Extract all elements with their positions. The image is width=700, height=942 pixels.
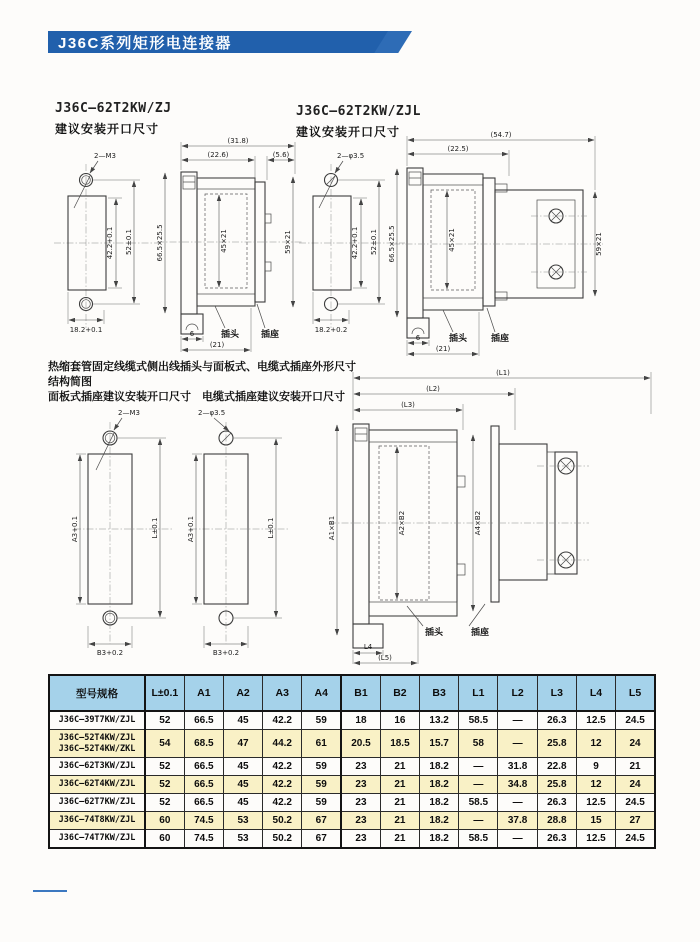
hole-spec-label: 2—M3: [118, 409, 140, 417]
side-geometry: [329, 372, 651, 664]
value-cell: 18.2: [420, 794, 459, 812]
drawing-side-zjl: [388, 130, 605, 360]
value-cell: 24: [616, 776, 655, 794]
drawing-side-cable: [323, 368, 660, 668]
value-cell: —: [498, 830, 537, 849]
value-cell: 26.3: [537, 711, 576, 730]
value-cell: 24.5: [616, 794, 655, 812]
model-cell: J36C—62T4KW/ZJL: [49, 776, 145, 794]
value-cell: 18.5: [380, 730, 419, 758]
value-cell: 12: [576, 730, 615, 758]
value-cell: 59: [302, 776, 341, 794]
socket-label: 插座: [471, 627, 490, 637]
hole-spec-label: 2—M3: [94, 152, 116, 160]
value-cell: 15: [576, 812, 615, 830]
dim-label: 6: [415, 334, 421, 342]
drawing-side-zj: [155, 136, 305, 358]
value-cell: 31.8: [498, 758, 537, 776]
value-cell: 21: [380, 794, 419, 812]
column-header: B1: [341, 675, 380, 711]
value-cell: 12.5: [576, 794, 615, 812]
cutout-geometry: [74, 418, 174, 648]
drawing-cutout-panel: [70, 404, 184, 660]
middle-heading: [48, 360, 358, 405]
value-cell: 59: [302, 794, 341, 812]
dim-label: A4×B2: [474, 510, 482, 536]
value-cell: —: [498, 730, 537, 758]
page-bottom-mark: [33, 890, 67, 892]
dim-label: 45×21: [220, 229, 228, 253]
value-cell: 21: [616, 758, 655, 776]
value-cell: —: [498, 794, 537, 812]
model-cell: J36C—62T3KW/ZJL: [49, 758, 145, 776]
dim-label: 52±0.1: [125, 229, 133, 255]
table-header-row: [49, 675, 655, 711]
table-row: [49, 758, 655, 776]
value-cell: 37.8: [498, 812, 537, 830]
value-cell: 12: [576, 776, 615, 794]
value-cell: 23: [341, 758, 380, 776]
dim-label: L±0.1: [151, 517, 159, 539]
value-cell: 42.2: [263, 711, 302, 730]
column-header: L2: [498, 675, 537, 711]
value-cell: 18.2: [420, 812, 459, 830]
dim-label: 59×21: [595, 232, 603, 256]
dim-label: (22.6): [207, 151, 229, 159]
plug-label: 插头: [221, 329, 240, 339]
spec-table-head: [49, 675, 655, 711]
value-cell: 52: [145, 794, 184, 812]
value-cell: 54: [145, 730, 184, 758]
dim-label: (54.7): [490, 131, 512, 139]
drawing-cutout-zj: [52, 146, 170, 346]
value-cell: 59: [302, 758, 341, 776]
value-cell: 45: [223, 794, 262, 812]
dim-label: L4: [363, 643, 373, 651]
dim-label: B3+0.2: [96, 649, 124, 657]
value-cell: 44.2: [263, 730, 302, 758]
dim-label: 52±0.1: [370, 229, 378, 255]
value-cell: 22.8: [537, 758, 576, 776]
model-cell: J36C—52T4KW/ZJL J36C—52T4KW/ZKL: [49, 730, 145, 758]
value-cell: 60: [145, 812, 184, 830]
value-cell: 50.2: [263, 830, 302, 849]
side-geometry: [157, 142, 303, 352]
column-header: A1: [184, 675, 223, 711]
value-cell: 66.5: [184, 711, 223, 730]
spec-table: [48, 674, 656, 849]
spec-table-body: [49, 711, 655, 848]
dim-label: A1×B1: [328, 515, 336, 541]
dim-label: A3+0.1: [187, 515, 195, 543]
value-cell: 53: [223, 830, 262, 849]
value-cell: 34.8: [498, 776, 537, 794]
value-cell: 24.5: [616, 830, 655, 849]
plug-label: 插头: [425, 627, 444, 637]
value-cell: 15.7: [420, 730, 459, 758]
value-cell: 21: [380, 776, 419, 794]
value-cell: 12.5: [576, 830, 615, 849]
value-cell: 42.2: [263, 776, 302, 794]
dim-label: 59×21: [284, 230, 292, 254]
value-cell: 47: [223, 730, 262, 758]
value-cell: 16: [380, 711, 419, 730]
model-cell: J36C—74T7KW/ZJL: [49, 830, 145, 849]
value-cell: 21: [380, 812, 419, 830]
column-header: L4: [576, 675, 615, 711]
dim-label: 66.5×25.5: [156, 224, 164, 262]
table-row: [49, 711, 655, 730]
value-cell: 68.5: [184, 730, 223, 758]
socket-label: 插座: [491, 333, 510, 343]
column-header: 型号规格: [49, 675, 145, 711]
dim-label: 6: [189, 330, 195, 338]
value-cell: 59: [302, 711, 341, 730]
hole-spec-label: 2—φ3.5: [337, 152, 365, 160]
value-cell: 9: [576, 758, 615, 776]
value-cell: —: [459, 758, 498, 776]
value-cell: 67: [302, 812, 341, 830]
column-header: B2: [380, 675, 419, 711]
dim-label: 18.2+0.1: [69, 326, 103, 334]
value-cell: 52: [145, 776, 184, 794]
column-header: L1: [459, 675, 498, 711]
dim-label: A2×B2: [398, 510, 406, 536]
value-cell: 18.2: [420, 776, 459, 794]
column-header: L±0.1: [145, 675, 184, 711]
value-cell: —: [459, 776, 498, 794]
value-cell: 58.5: [459, 711, 498, 730]
side-geometry: [393, 136, 603, 356]
value-cell: 18: [341, 711, 380, 730]
subtitle-zj: 建议安装开口尺寸: [55, 122, 160, 136]
value-cell: 45: [223, 758, 262, 776]
dim-label: L±0.1: [267, 517, 275, 539]
spec-table-container: [48, 674, 656, 849]
value-cell: 18.2: [420, 758, 459, 776]
dim-label: (31.8): [227, 137, 249, 145]
table-row: [49, 730, 655, 758]
model-title-zj: J36C—62T2KW/ZJ: [55, 101, 172, 116]
dim-label: (L5): [378, 654, 392, 662]
column-header: A4: [302, 675, 341, 711]
table-row: [49, 830, 655, 849]
dim-label: 18.2+0.2: [314, 326, 348, 334]
value-cell: 53: [223, 812, 262, 830]
dim-label: (L3): [401, 401, 415, 409]
dim-label: B3+0.2: [212, 649, 240, 657]
dim-label: 42.2+0.1: [351, 226, 359, 260]
column-header: L5: [616, 675, 655, 711]
value-cell: 74.5: [184, 830, 223, 849]
value-cell: 58: [459, 730, 498, 758]
dim-label: A3+0.1: [71, 515, 79, 543]
value-cell: 50.2: [263, 812, 302, 830]
table-row: [49, 812, 655, 830]
subtitle-zjl: 建议安装开口尺寸: [296, 125, 401, 139]
value-cell: 23: [341, 812, 380, 830]
value-cell: 13.2: [420, 711, 459, 730]
table-row: [49, 794, 655, 812]
dim-label: (21): [209, 341, 225, 349]
value-cell: 12.5: [576, 711, 615, 730]
value-cell: 66.5: [184, 794, 223, 812]
model-cell: J36C—74T8KW/ZJL: [49, 812, 145, 830]
cutout-geometry: [190, 418, 290, 648]
value-cell: 26.3: [537, 794, 576, 812]
value-cell: —: [498, 711, 537, 730]
column-header: A2: [223, 675, 262, 711]
value-cell: 45: [223, 711, 262, 730]
value-cell: 42.2: [263, 794, 302, 812]
value-cell: 52: [145, 758, 184, 776]
dim-label: 45×21: [448, 228, 456, 252]
plug-label: 插头: [449, 333, 468, 343]
model-cell: J36C—39T7KW/ZJL: [49, 711, 145, 730]
socket-label: 插座: [261, 329, 280, 339]
model-title-zjl: J36C—62T2KW/ZJL: [296, 104, 421, 119]
dim-label: (22.5): [447, 145, 469, 153]
value-cell: 74.5: [184, 812, 223, 830]
value-cell: 23: [341, 830, 380, 849]
value-cell: 24: [616, 730, 655, 758]
value-cell: 20.5: [341, 730, 380, 758]
page-title: J36C系列矩形电连接器: [58, 35, 232, 52]
value-cell: 58.5: [459, 794, 498, 812]
dim-label: 42.2+0.1: [106, 226, 114, 260]
model-cell: J36C—62T7KW/ZJL: [49, 794, 145, 812]
column-header: L3: [537, 675, 576, 711]
value-cell: 23: [341, 776, 380, 794]
value-cell: 42.2: [263, 758, 302, 776]
dim-label: 66.5×25.5: [388, 225, 396, 263]
value-cell: 45: [223, 776, 262, 794]
value-cell: 52: [145, 711, 184, 730]
hole-spec-label: 2—φ3.5: [198, 409, 226, 417]
dim-label: (5.6): [272, 151, 290, 159]
value-cell: 25.8: [537, 730, 576, 758]
value-cell: 58.5: [459, 830, 498, 849]
column-header: B3: [420, 675, 459, 711]
value-cell: 66.5: [184, 758, 223, 776]
value-cell: 66.5: [184, 776, 223, 794]
drawing-cutout-cable: [186, 404, 300, 660]
dim-label: (L1): [496, 369, 510, 377]
value-cell: 18.2: [420, 830, 459, 849]
value-cell: —: [459, 812, 498, 830]
value-cell: 27: [616, 812, 655, 830]
middle-heading-line2: 面板式插座建议安装开口尺寸 电缆式插座建议安装开口尺寸: [48, 391, 345, 403]
value-cell: 67: [302, 830, 341, 849]
value-cell: 23: [341, 794, 380, 812]
value-cell: 21: [380, 830, 419, 849]
value-cell: 28.8: [537, 812, 576, 830]
value-cell: 21: [380, 758, 419, 776]
value-cell: 24.5: [616, 711, 655, 730]
value-cell: 61: [302, 730, 341, 758]
dim-label: (21): [435, 345, 451, 353]
middle-heading-line1: 热缩套管固定线缆式侧出线插头与面板式、电缆式插座外形尺寸结构简图: [48, 361, 356, 388]
column-header: A3: [263, 675, 302, 711]
value-cell: 26.3: [537, 830, 576, 849]
table-row: [49, 776, 655, 794]
value-cell: 60: [145, 830, 184, 849]
dim-label: (L2): [426, 385, 440, 393]
value-cell: 25.8: [537, 776, 576, 794]
